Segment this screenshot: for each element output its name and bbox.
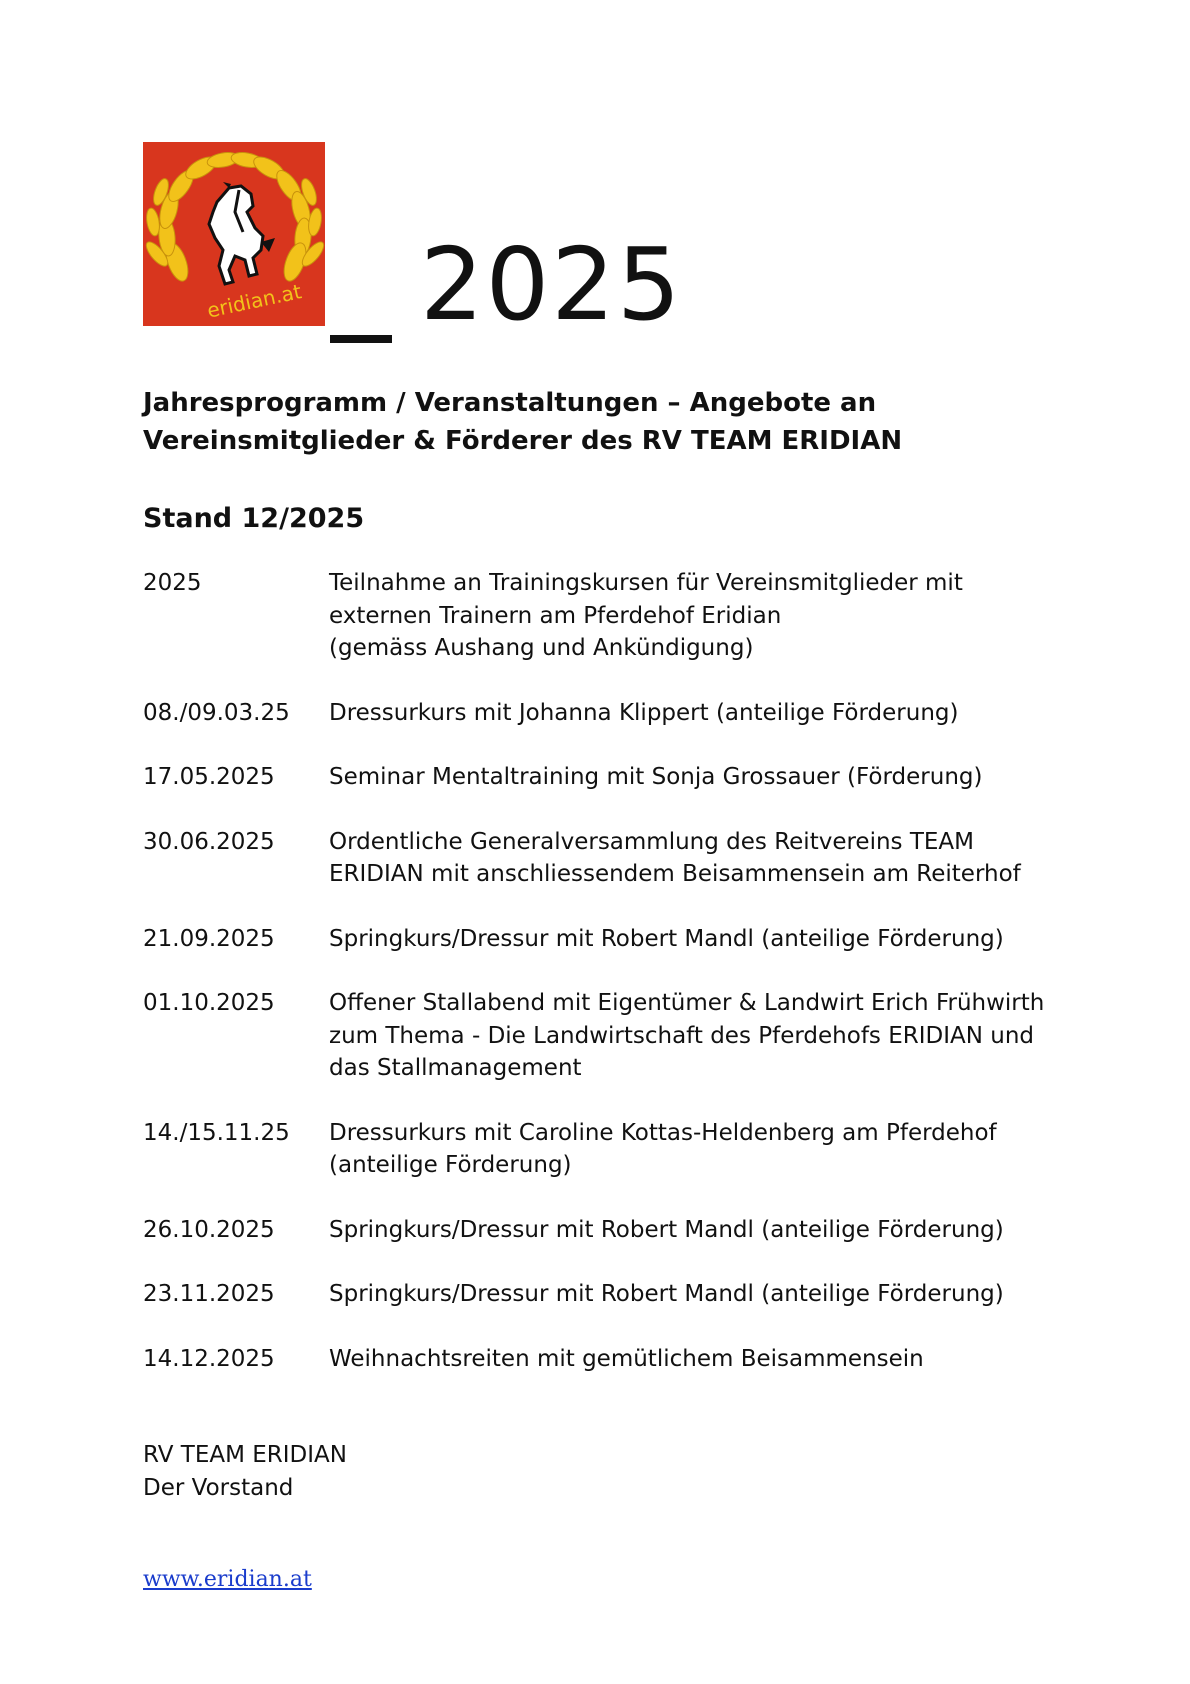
event-description: Springkurs/Dressur mit Robert Mandl (anteilige Förderung) xyxy=(329,925,1004,952)
event-date: 2025 xyxy=(143,570,202,596)
event-description: Dressurkurs mit Johanna Klippert (anteilige Förderung) xyxy=(329,699,959,726)
event-date: 30.06.2025 xyxy=(143,828,275,855)
event-row xyxy=(143,567,1073,665)
event-date: 08./09.03.25 xyxy=(143,699,290,726)
year-heading xyxy=(326,225,706,345)
event-description: Weihnachtsreiten mit gemütlichem Beisammensein xyxy=(329,1345,924,1372)
signature-board: Der Vorstand xyxy=(143,1474,294,1501)
website-link[interactable]: www.eridian.at xyxy=(143,1567,312,1592)
event-description: Dressurkurs mit Caroline Kottas-Heldenberg am Pferdehof (anteilige Förderung) xyxy=(329,1119,997,1178)
events-list xyxy=(143,567,1073,1407)
program-title-line-1: Jahresprogramm / Veranstaltungen – Angebote an xyxy=(143,388,877,418)
svg-text:eridian.at: eridian.at xyxy=(204,279,304,323)
program-title xyxy=(143,384,1043,460)
event-date: 14./15.11.25 xyxy=(143,1119,290,1146)
event-date: 26.10.2025 xyxy=(143,1216,275,1243)
event-row xyxy=(143,987,1073,1085)
event-row xyxy=(143,826,1073,891)
event-row xyxy=(143,1278,1073,1311)
year-underscore xyxy=(330,335,392,343)
signature-club: RV TEAM ERIDIAN xyxy=(143,1442,347,1468)
event-description: Springkurs/Dressur mit Robert Mandl (anteilige Förderung) xyxy=(329,1281,1004,1307)
event-row xyxy=(143,1117,1073,1182)
eridian-logo xyxy=(143,142,325,326)
event-date: 17.05.2025 xyxy=(143,764,275,790)
event-row xyxy=(143,1214,1073,1247)
event-date: 21.09.2025 xyxy=(143,925,275,952)
event-date: 23.11.2025 xyxy=(143,1281,275,1307)
event-row xyxy=(143,923,1073,956)
event-row xyxy=(143,697,1073,730)
event-description: Teilnahme an Trainingskursen für Vereinsmitglieder mit externen Trainern am Pferdehof Eridian (gemäss Aushang und Ankündigung) xyxy=(329,570,963,661)
event-row xyxy=(143,761,1073,794)
event-date: 14.12.2025 xyxy=(143,1345,275,1372)
program-title-line-2: Vereinsmitglieder & Förderer des RV TEAM ERIDIAN xyxy=(143,426,903,456)
event-description: Ordentliche Generalversammlung des Reitvereins TEAM ERIDIAN mit anschliessendem Beisammensein am Reiterhof xyxy=(329,828,1021,887)
event-date: 01.10.2025 xyxy=(143,990,275,1016)
stand-date: Stand 12/2025 xyxy=(143,503,365,534)
event-row xyxy=(143,1343,1073,1376)
event-description: Seminar Mentaltraining mit Sonja Grossauer (Förderung) xyxy=(329,764,983,790)
signature-block xyxy=(143,1439,347,1504)
event-description: Springkurs/Dressur mit Robert Mandl (anteilige Förderung) xyxy=(329,1216,1004,1243)
event-description: Offener Stallabend mit Eigentümer & Landwirt Erich Frühwirth zum Thema - Die Landwirtschaft des Pferdehofs ERIDIAN und das Stallmanagement xyxy=(329,990,1045,1081)
year-text: 2025 xyxy=(420,226,683,343)
